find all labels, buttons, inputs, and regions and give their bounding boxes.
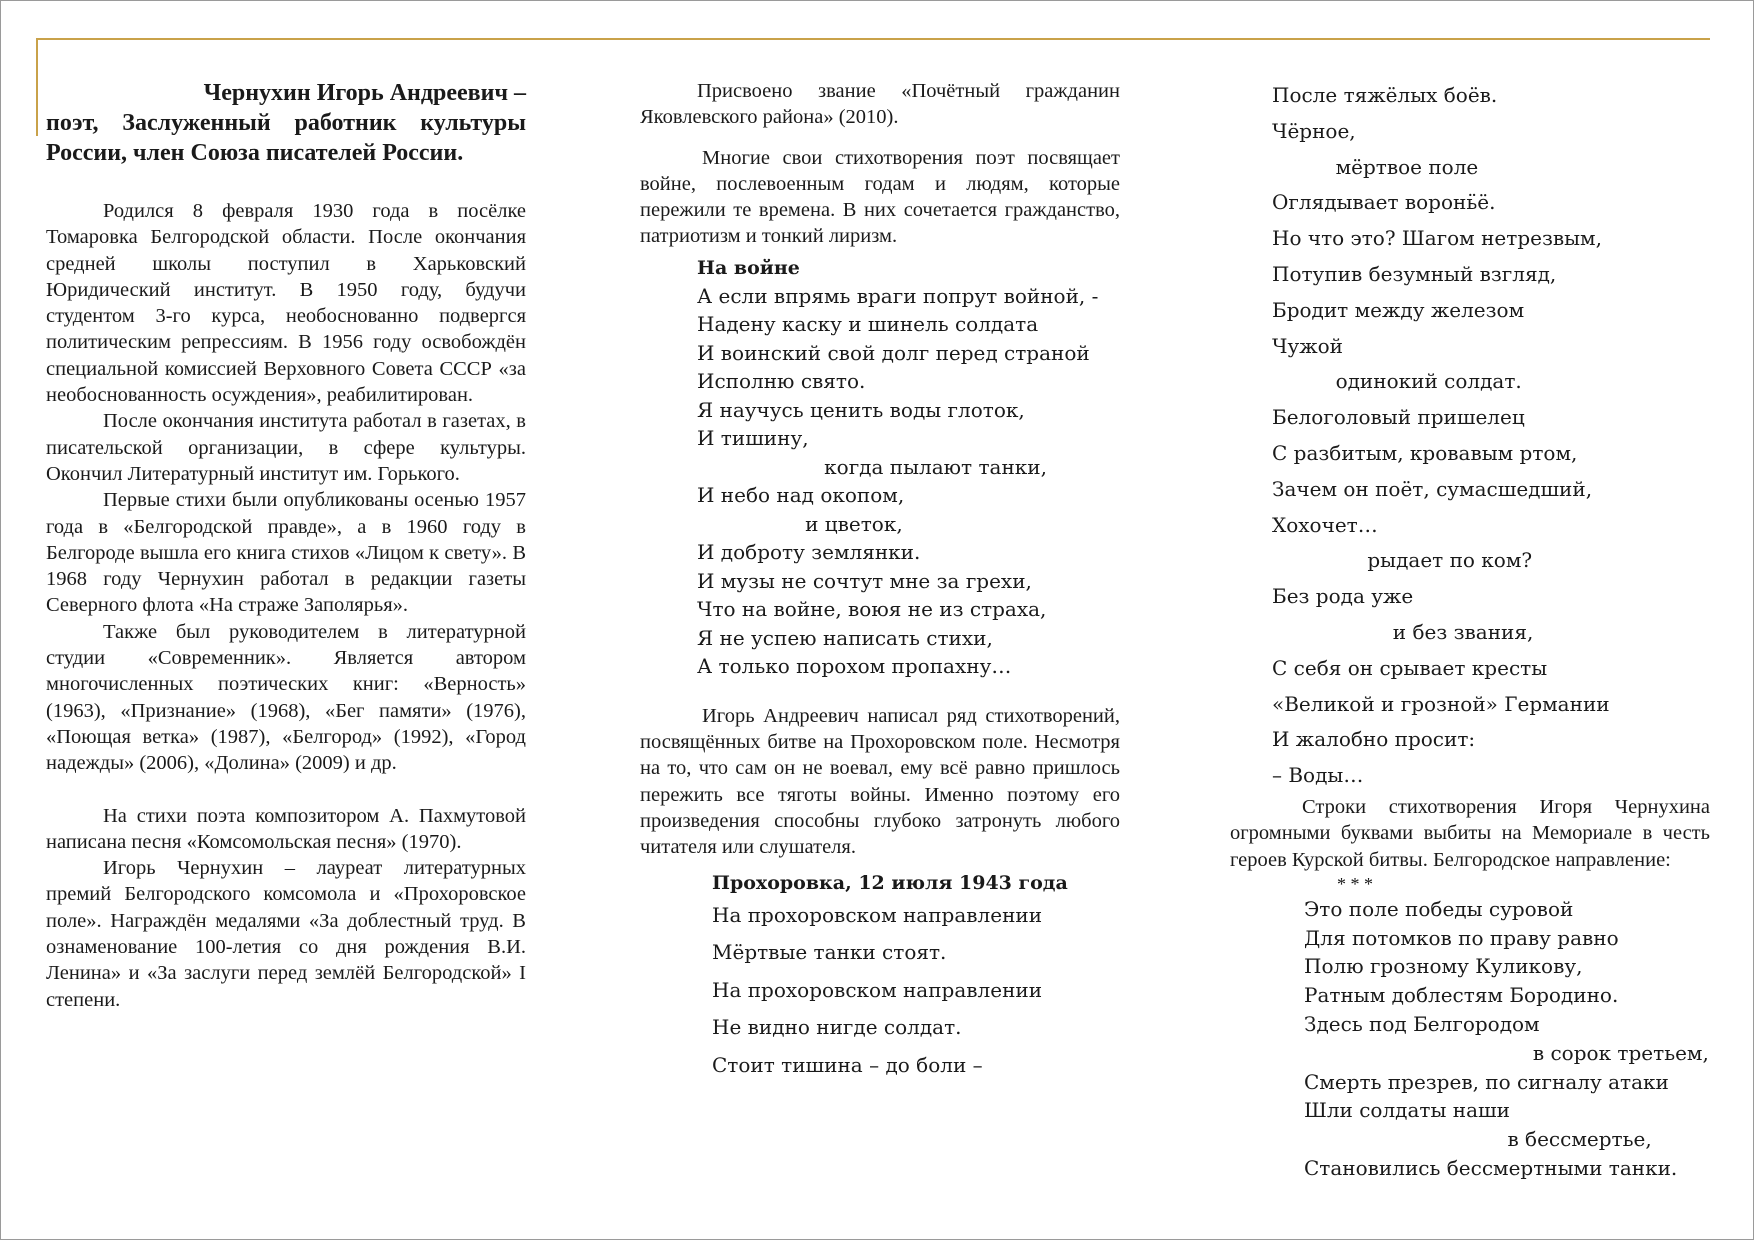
poem-line: Я научусь ценить воды глоток, xyxy=(697,397,1025,422)
poem-line: И воинский свой долг перед страной xyxy=(697,340,1090,365)
poem-lines-continued xyxy=(1230,78,1710,794)
accent-rule-top xyxy=(36,38,1710,40)
poem-line: Ратным доблестям Бородино. xyxy=(1304,983,1619,1008)
intro-paragraph: Присвоено звание «Почётный гражданин Яковлевского района» (2010). xyxy=(640,80,1120,129)
bio-paragraph: После окончания института работал в газетах, в писательской организации, в сфере культуры. Окончил Литературный институт им. Горького. xyxy=(46,410,526,485)
bio-paragraph: Первые стихи были опубликованы осенью 1957 года в «Белгородской правде», а в 1960 году в Белгороде вышла его книга стихов «Лицом к свету». В 1968 году Чернухин работал в редакции газеты Северного флота «На страже Заполярья». xyxy=(46,489,526,617)
bio-paragraph: Также был руководителем в литературной студии «Современник». Является автором многочисленных поэтических книг: «Верность» (1963), «Признание» (1968), «Бег памяти» (1976), «Поющая ветка» (1987), «Белгород» (1992), «Город надежды» (2006), «Долина» (2009) и др. xyxy=(46,620,526,775)
bio-paragraph: На стихи поэта композитором А. Пахмутовой написана песня «Комсомольская песня» (1970). xyxy=(46,804,526,853)
poem-line: Я не успею написать стихи, xyxy=(697,625,993,650)
poem-line: Полю грозному Куликову, xyxy=(1304,954,1583,979)
poem-line: Потупив безумный взгляд, xyxy=(1272,261,1557,286)
poem-line: Не видно нигде солдат. xyxy=(712,1015,962,1040)
poem-line: Бродит между железом xyxy=(1272,297,1525,322)
poem-line: Белоголовый пришелец xyxy=(1272,405,1525,430)
poem-line: С разбитым, кровавым ртом, xyxy=(1272,440,1578,465)
poem-line: Зачем он поёт, сумасшедший, xyxy=(1272,476,1593,501)
poem-line: и цветок, xyxy=(697,511,903,536)
poem-line: одинокий солдат. xyxy=(1272,369,1522,394)
poem-line: рыдает по ком? xyxy=(1272,548,1533,573)
poem-line: Хохочет… xyxy=(1272,512,1378,537)
accent-rule-left xyxy=(36,38,38,136)
poem-line: Шли солдаты наши xyxy=(1304,1098,1510,1123)
lead-name: Чернухин Игорь Андреевич – xyxy=(203,80,526,106)
bio-paragraph: Родился 8 февраля 1930 года в посёлке Томаровка Белгородской области. После окончания средней школы поступил в Харьковский Юридический институт. В 1950 году, будучи студентом 3-го курса, необоснованно подвергся политическим репрессиям. В 1956 году освобождён специальной комиссией Верховного Совета СССР «за необоснованность осуждения», реабилитирован. xyxy=(46,200,526,407)
poem-line: Чёрное, xyxy=(1272,118,1356,143)
poem-line: мёртвое поле xyxy=(1272,154,1479,179)
poem-line: А если впрямь враги попрут войной, - xyxy=(697,283,1099,308)
poem-line: И тишину, xyxy=(697,426,809,451)
poem-line: С себя он срывает кресты xyxy=(1272,655,1548,680)
poem-line: После тяжёлых боёв. xyxy=(1272,83,1498,107)
poem-line: когда пылают танки, xyxy=(697,454,1047,479)
poem-line: Но что это? Шагом нетрезвым, xyxy=(1272,226,1602,251)
column-poem-continued xyxy=(1230,78,1710,1183)
poem-line: Это поле победы суровой xyxy=(1304,896,1574,921)
poem-prokhorovka xyxy=(640,869,1120,1085)
spacer xyxy=(46,777,526,803)
poem-line: И небо над окопом, xyxy=(697,483,905,508)
poem-line: в бессмертье, xyxy=(1304,1127,1652,1152)
poem-line: Исполню свято. xyxy=(697,369,866,394)
stars-separator: * * * xyxy=(1337,873,1373,894)
poem-line: Становились бессмертными танки. xyxy=(1304,1156,1678,1180)
column-biography xyxy=(46,78,526,1013)
poem-line: «Великой и грозной» Германии xyxy=(1272,691,1610,716)
poem-line: На прохоровском направлении xyxy=(712,977,1043,1002)
poem-line: Без рода уже xyxy=(1272,584,1414,609)
poem-line: И жалобно просит: xyxy=(1272,727,1476,752)
bio-paragraph: Игорь Чернухин – лауреат литературных премий Белгородского комсомола и «Прохоровское поле». Награждён медалями «За доблестный труд. В ознаменование 100-летия со дня рождения В.И. Ленина» и «За заслуги перед землёй Белгородской» I степени. xyxy=(46,857,526,1011)
column-war-poetry xyxy=(640,78,1120,1084)
poem-line: И музы не сочтут мне за грехи, xyxy=(697,568,1032,593)
poem-line: Смерть презрев, по сигналу атаки xyxy=(1304,1069,1669,1094)
poem-line: Мёртвые танки стоят. xyxy=(712,940,947,965)
poem-line: Для потомков по праву равно xyxy=(1304,925,1619,950)
memorial-paragraph: Строки стихотворения Игоря Чернухина огромными буквами выбиты на Мемориале в честь героев Курской битвы. Белгородское направление: xyxy=(1230,795,1710,871)
poem-line: И доброту землянки. xyxy=(697,540,921,565)
poem-lines xyxy=(712,897,1120,1085)
poem-line: Стоит тишина – до боли – xyxy=(712,1052,983,1077)
poem-line: Оглядывает воронь̈ё. xyxy=(1272,190,1496,215)
poem-line: – Воды… xyxy=(1272,763,1364,788)
poem-line: и без звания, xyxy=(1272,619,1534,644)
poem-line: Чужой xyxy=(1272,333,1343,358)
poem-line: На прохоровском направлении xyxy=(712,902,1043,927)
poem-line: в сорок третьем, xyxy=(1304,1040,1709,1065)
battle-paragraph: Игорь Андреевич написал ряд стихотворений, посвящённых битве на Прохоровском поле. Несмотря на то, что сам он не воевал, ему всё равно пришлось пережить все тяготы войны. Именно поэтому его произведения способны глубоко затронуть любого читателя или слушателя. xyxy=(640,704,1120,859)
poem-memorial xyxy=(1230,895,1710,1183)
poem-title: Прохоровка, 12 июля 1943 года xyxy=(712,871,1068,894)
poem-lines xyxy=(697,282,1120,681)
poem-title: На войне xyxy=(697,256,800,279)
poem-line: Что на войне, воюя не из страха, xyxy=(697,597,1047,622)
poem-line: А только порохом пропахну… xyxy=(697,654,1012,679)
poem-line: Здесь под Белгородом xyxy=(1304,1012,1540,1037)
poem-line: Надену каску и шинель солдата xyxy=(697,312,1039,337)
lead-titles: поэт, Заслуженный работник культуры России, член Союза писателей России. xyxy=(46,110,526,166)
intro-paragraph: Многие свои стихотворения поэт посвящает войне, послевоенным годам и людям, которые пережили те времена. В них сочетается гражданство, патриотизм и тонкий лиризм. xyxy=(640,146,1120,248)
poem-na-voyne xyxy=(640,254,1120,681)
